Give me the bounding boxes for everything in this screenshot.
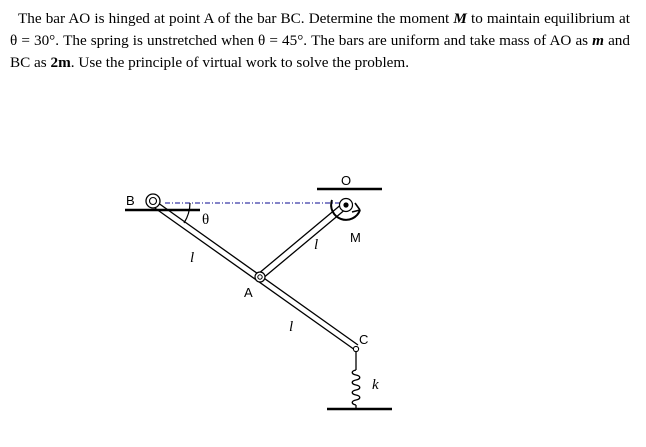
pin-A — [255, 272, 265, 282]
label-C: C — [359, 332, 369, 347]
label-A: A — [244, 285, 253, 300]
label-M: M — [350, 230, 361, 245]
label-theta: θ — [202, 212, 210, 228]
problem-text-part-1: The bar AO is hinged at point A of the bar BC. Determine the moment — [18, 10, 454, 27]
label-l-AO: l — [314, 237, 319, 253]
var-M: M — [453, 10, 467, 27]
var-m: m — [592, 32, 604, 49]
label-O: O — [341, 173, 352, 188]
label-l-BA: l — [190, 250, 195, 266]
problem-text-part-2: to maintain equilibrium at θ = 30°. The spring is unstretched when θ = 45°. The bars are uniform and take mass of AO as — [10, 10, 631, 49]
problem-text-part-4: . Use the principle of virtual work to solve the problem. — [70, 54, 410, 71]
pin-B — [146, 194, 160, 208]
pin-O — [340, 199, 353, 212]
theta-arc — [184, 203, 190, 223]
spring-C — [352, 346, 360, 409]
var-2m: 2m — [50, 54, 71, 71]
problem-text-part-3: and BC as — [10, 32, 630, 71]
label-k: k — [372, 377, 379, 393]
label-l-AC: l — [289, 319, 294, 335]
label-B: B — [126, 193, 135, 208]
